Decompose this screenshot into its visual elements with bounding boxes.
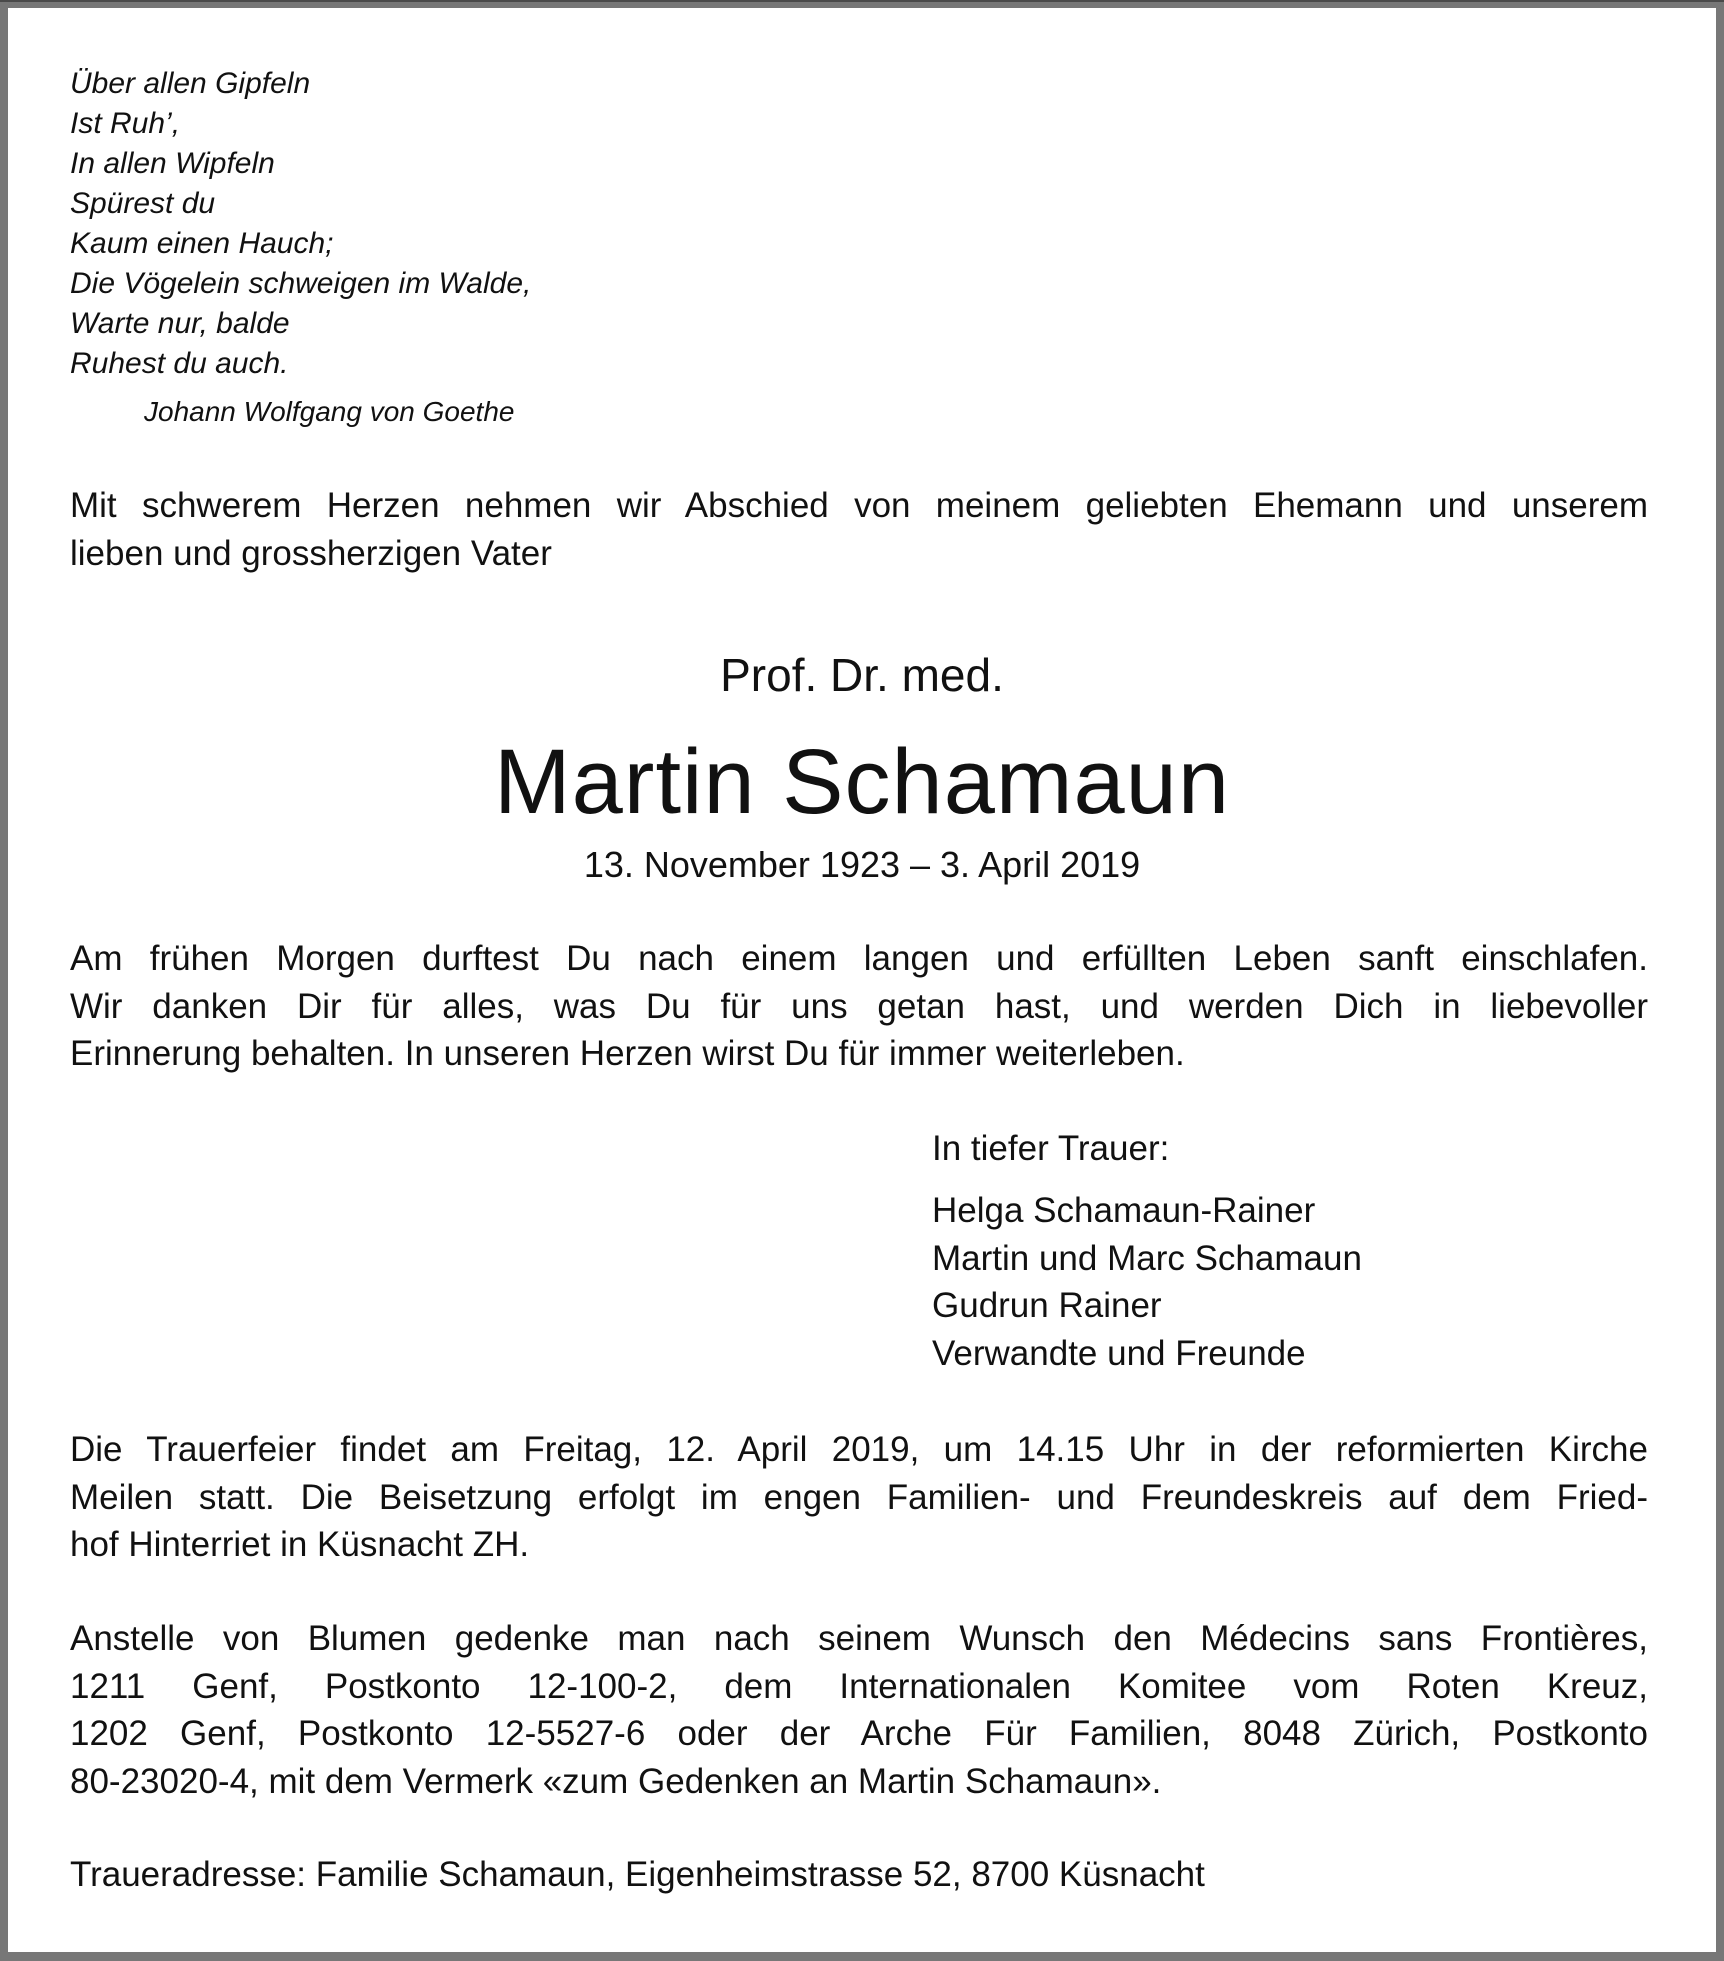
address-paragraph: [70, 1851, 1648, 1899]
poem-line: Ist Ruh’,: [70, 107, 181, 140]
poem-line: Kaum einen Hauch;: [70, 227, 334, 260]
donations-line: 1211 Genf, Postkonto 12-100-2, dem Internationalen Komitee vom Roten Kreuz,: [70, 1666, 1648, 1706]
frame-top-line: [0, 0, 1724, 2]
mourners-block: [932, 1125, 1362, 1377]
poem-line: Ruhest du auch.: [70, 347, 289, 380]
intro-line: lieben und grossherzigen Vater: [70, 533, 552, 573]
mourner-name: Helga Schamaun-Rainer: [932, 1191, 1316, 1230]
service-line: hof Hinterriet in Küsnacht ZH.: [70, 1525, 530, 1564]
poem-line: Über allen Gipfeln: [70, 67, 311, 100]
service-line: Meilen statt. Die Beisetzung erfolgt im engen Familien- und Freundeskreis auf dem Fried-: [70, 1477, 1648, 1517]
poem-line: In allen Wipfeln: [70, 147, 275, 180]
poem-line: Die Vögelein schweigen im Walde,: [70, 267, 532, 300]
service-line: Die Trauerfeier findet am Freitag, 12. April 2019, um 14.15 Uhr in der reformierten Kirche: [70, 1430, 1648, 1469]
deceased-name: Martin Schamaun: [494, 731, 1230, 833]
poem-author: Johann Wolfgang von Goethe: [144, 396, 515, 427]
poem-line: Spürest du: [70, 187, 216, 220]
mourners-heading: In tiefer Trauer:: [932, 1129, 1170, 1168]
deceased-title: Prof. Dr. med.: [720, 649, 1004, 701]
farewell-line: Am frühen Morgen durftest Du nach einem langen und erfüllten Leben sanft einschlafen.: [70, 939, 1648, 978]
intro-line: Mit schwerem Herzen nehmen wir Abschied von meinem geliebten Ehemann und unserem: [70, 486, 1648, 525]
obituary-page: [8, 8, 1716, 1952]
mourner-name: Verwandte und Freunde: [932, 1333, 1306, 1373]
mourner-name: Martin und Marc Schamaun: [932, 1238, 1362, 1278]
farewell-paragraph: [70, 935, 1648, 1078]
mourner-name: Gudrun Rainer: [932, 1286, 1162, 1325]
poem: [70, 64, 531, 384]
deceased-dates: 13. November 1923 – 3. April 2019: [583, 844, 1141, 885]
farewell-line: Erinnerung behalten. In unseren Herzen wirst Du für immer weiterleben.: [70, 1034, 1185, 1073]
intro-paragraph: [70, 482, 1648, 577]
service-paragraph: [70, 1426, 1648, 1569]
donations-line: 1202 Genf, Postkonto 12-5527-6 oder der Arche Für Familien, 8048 Zürich, Postkonto: [70, 1714, 1648, 1753]
donations-line: 80-23020-4, mit dem Vermerk «zum Gedenken an Martin Schamaun».: [70, 1761, 1162, 1801]
donations-paragraph: [70, 1615, 1648, 1805]
poem-line: Warte nur, balde: [70, 307, 290, 340]
mourning-address: Traueradresse: Familie Schamaun, Eigenheimstrasse 52, 8700 Küsnacht: [70, 1855, 1205, 1894]
donations-line: Anstelle von Blumen gedenke man nach seinem Wunsch den Médecins sans Frontières,: [70, 1619, 1648, 1658]
farewell-line: Wir danken Dir für alles, was Du für uns getan hast, und werden Dich in liebevoller: [70, 986, 1648, 1026]
